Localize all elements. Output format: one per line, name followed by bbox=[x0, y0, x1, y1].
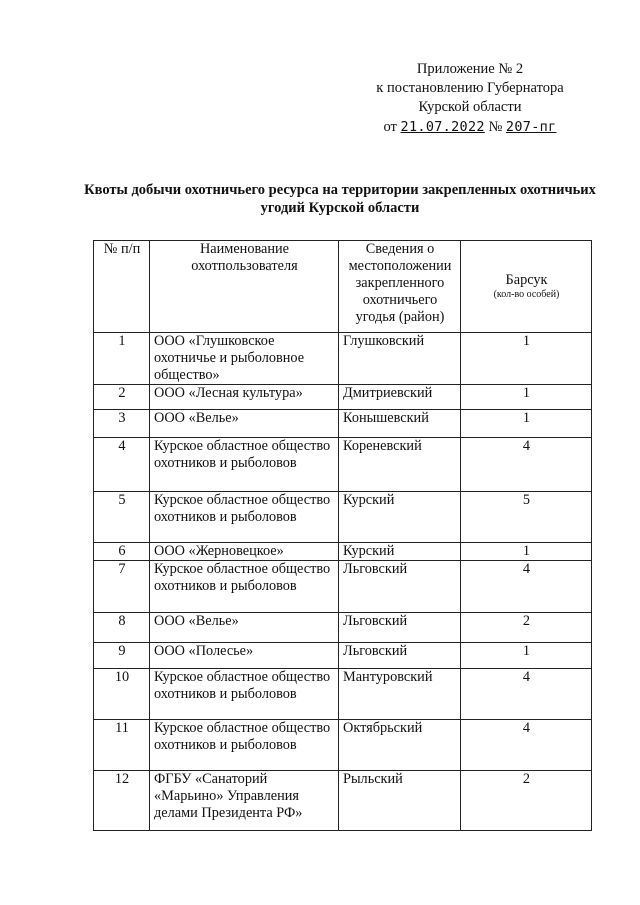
row-user-name: ООО «Глушковское охотничье и рыболовное общество» bbox=[150, 333, 339, 385]
row-num: 3 bbox=[94, 410, 150, 438]
row-count: 4 bbox=[461, 669, 592, 720]
header-district: Сведения о местоположении закрепленного охотничьего угодья (район) bbox=[339, 241, 461, 333]
header-count bbox=[461, 241, 592, 333]
row-num: 5 bbox=[94, 492, 150, 543]
table-row bbox=[94, 771, 592, 831]
number-prefix: № bbox=[488, 119, 503, 135]
row-num: 4 bbox=[94, 438, 150, 492]
row-user-name: Курское областное общество охотников и рыболовов bbox=[150, 561, 339, 613]
date-prefix: от bbox=[383, 119, 397, 135]
row-district: Льговский bbox=[339, 643, 461, 669]
table-row bbox=[94, 613, 592, 643]
table-row bbox=[94, 643, 592, 669]
row-count: 5 bbox=[461, 492, 592, 543]
table-row bbox=[94, 410, 592, 438]
row-count: 1 bbox=[461, 385, 592, 410]
table-row bbox=[94, 385, 592, 410]
table-row bbox=[94, 720, 592, 771]
row-district: Мантуровский bbox=[339, 669, 461, 720]
table-row bbox=[94, 561, 592, 613]
table-row bbox=[94, 543, 592, 561]
appendix-line-2: к постановлению Губернатора bbox=[376, 80, 564, 96]
row-num: 8 bbox=[94, 613, 150, 643]
row-num: 10 bbox=[94, 669, 150, 720]
quota-table bbox=[93, 240, 592, 831]
row-district: Кореневский bbox=[339, 438, 461, 492]
header-num: № п/п bbox=[94, 241, 150, 333]
row-user-name: ООО «Велье» bbox=[150, 613, 339, 643]
row-count: 1 bbox=[461, 410, 592, 438]
header-count-label: Барсук bbox=[505, 272, 548, 288]
table-header-row bbox=[94, 241, 592, 333]
row-count: 2 bbox=[461, 613, 592, 643]
row-user-name: Курское областное общество охотников и рыболовов bbox=[150, 492, 339, 543]
row-count: 4 bbox=[461, 438, 592, 492]
row-district: Курский bbox=[339, 543, 461, 561]
row-user-name: ООО «Полесье» bbox=[150, 643, 339, 669]
row-num: 11 bbox=[94, 720, 150, 771]
appendix-header bbox=[360, 60, 580, 137]
header-count-sub: (кол-во особей) bbox=[493, 289, 560, 300]
row-district: Курский bbox=[339, 492, 461, 543]
row-count: 4 bbox=[461, 720, 592, 771]
row-user-name: Курское областное общество охотников и рыболовов bbox=[150, 438, 339, 492]
decree-number: 207-пг bbox=[505, 119, 557, 135]
row-user-name: ООО «Лесная культура» bbox=[150, 385, 339, 410]
row-user-name: Курское областное общество охотников и рыболовов bbox=[150, 669, 339, 720]
row-num: 2 bbox=[94, 385, 150, 410]
row-district: Дмитриевский bbox=[339, 385, 461, 410]
row-district: Конышевский bbox=[339, 410, 461, 438]
row-num: 6 bbox=[94, 543, 150, 561]
table-row bbox=[94, 333, 592, 385]
row-count: 2 bbox=[461, 771, 592, 831]
row-district: Глушковский bbox=[339, 333, 461, 385]
document-title: Квоты добычи охотничьего ресурса на территории закрепленных охотничьих угодий Курской области bbox=[84, 182, 596, 216]
decree-date: 21.07.2022 bbox=[400, 119, 485, 135]
row-num: 1 bbox=[94, 333, 150, 385]
row-count: 4 bbox=[461, 561, 592, 613]
appendix-line-1: Приложение № 2 bbox=[416, 61, 524, 77]
table-row bbox=[94, 438, 592, 492]
table-row bbox=[94, 492, 592, 543]
row-count: 1 bbox=[461, 543, 592, 561]
row-count: 1 bbox=[461, 643, 592, 669]
row-district: Льговский bbox=[339, 561, 461, 613]
decree-date-number bbox=[360, 118, 580, 137]
row-num: 9 bbox=[94, 643, 150, 669]
row-district: Октябрьский bbox=[339, 720, 461, 771]
row-user-name: Курское областное общество охотников и рыболовов bbox=[150, 720, 339, 771]
row-user-name: ООО «Жерновецкое» bbox=[150, 543, 339, 561]
row-district: Льговский bbox=[339, 613, 461, 643]
appendix-line-3: Курской области bbox=[418, 99, 522, 115]
row-num: 12 bbox=[94, 771, 150, 831]
row-user-name: ООО «Велье» bbox=[150, 410, 339, 438]
row-num: 7 bbox=[94, 561, 150, 613]
row-count: 1 bbox=[461, 333, 592, 385]
row-district: Рыльский bbox=[339, 771, 461, 831]
row-user-name: ФГБУ «Санаторий «Марьино» Управления делами Президента РФ» bbox=[150, 771, 339, 831]
table-row bbox=[94, 669, 592, 720]
quota-table-body bbox=[94, 333, 592, 831]
header-name: Наименование охотпользователя bbox=[150, 241, 339, 333]
